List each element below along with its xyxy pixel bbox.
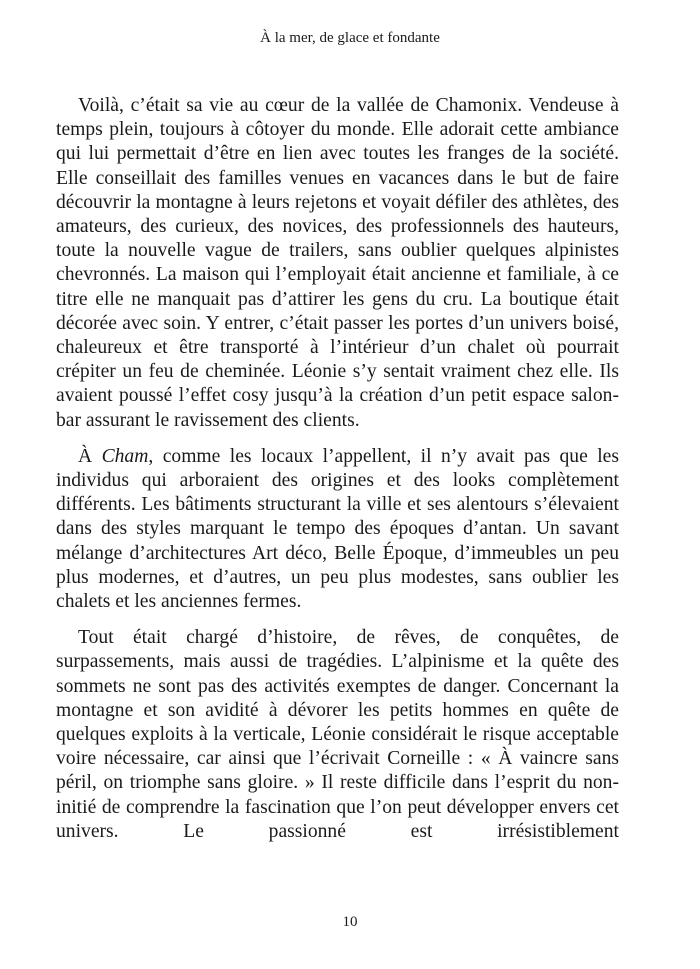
- paragraph-2-text: , comme les locaux l’appellent, il n’y avait pas que les individus qui arboraient des origines et des looks complètement différents. Les bâtiments structurant la ville et ses alentours s’élevaient dans des styles marquant le tempo des époques d’antan. Un savant mélange d’architectures Art déco, Belle Époque, d’immeubles un peu plus modernes, et d’autres, un peu plus modestes, sans oublier les chalets et les anciennes fermes.: [56, 445, 619, 613]
- paragraph-2: [56, 445, 619, 614]
- paragraph-2-italic-word: Cham: [101, 445, 149, 467]
- paragraph-2-lead: À: [78, 445, 102, 467]
- paragraph-3: Tout était chargé d’histoire, de rêves, de conquêtes, de surpassements, mais aussi de tragédies. L’alpinisme et la quête des sommets ne sont pas des activités exemptes de danger. Concernant la montagne et son avidité à dévorer les petits hommes en quête de quelques exploits à la verticale, Léonie considérait le risque acceptable voire nécessaire, car ainsi que l’écrivait Corneille : « À vaincre sans péril, on triomphe sans gloire. » Il reste difficile dans l’esprit du non-initié de comprendre la fascination que l’on peut développer envers cet univers. Le passionné est irrésistiblement: [56, 627, 619, 842]
- body-text: [56, 94, 619, 856]
- running-header: À la mer, de glace et fondante: [260, 30, 440, 46]
- paragraph-1: Voilà, c’était sa vie au cœur de la vallée de Chamonix. Vendeuse à temps plein, toujours à côtoyer du monde. Elle adorait cette ambiance qui lui permettait d’être en lien avec toutes les franges de la société. Elle conseillait des familles venues en vacances dans le but de faire découvrir la montagne à leurs rejetons et voyait défiler des athlètes, des amateurs, des curieux, des novices, des professionnels des hauteurs, toute la nouvelle vague de trailers, sans oublier quelques alpinistes chevronnés. La maison qui l’employait était ancienne et familiale, à ce titre elle ne manquait pas d’attirer les gens du cru. La boutique était décorée avec soin. Y entrer, c’était passer les portes d’un univers boisé, chaleureux et être transporté à l’intérieur d’un chalet où pourrait crépiter un feu de cheminée. Léonie s’y sentait vraiment chez elle. Ils avaient poussé l’effet cosy jusqu’à la création d’un petit espace salon-bar assurant le ravissement des clients.: [56, 95, 619, 431]
- page-number: 10: [342, 914, 358, 930]
